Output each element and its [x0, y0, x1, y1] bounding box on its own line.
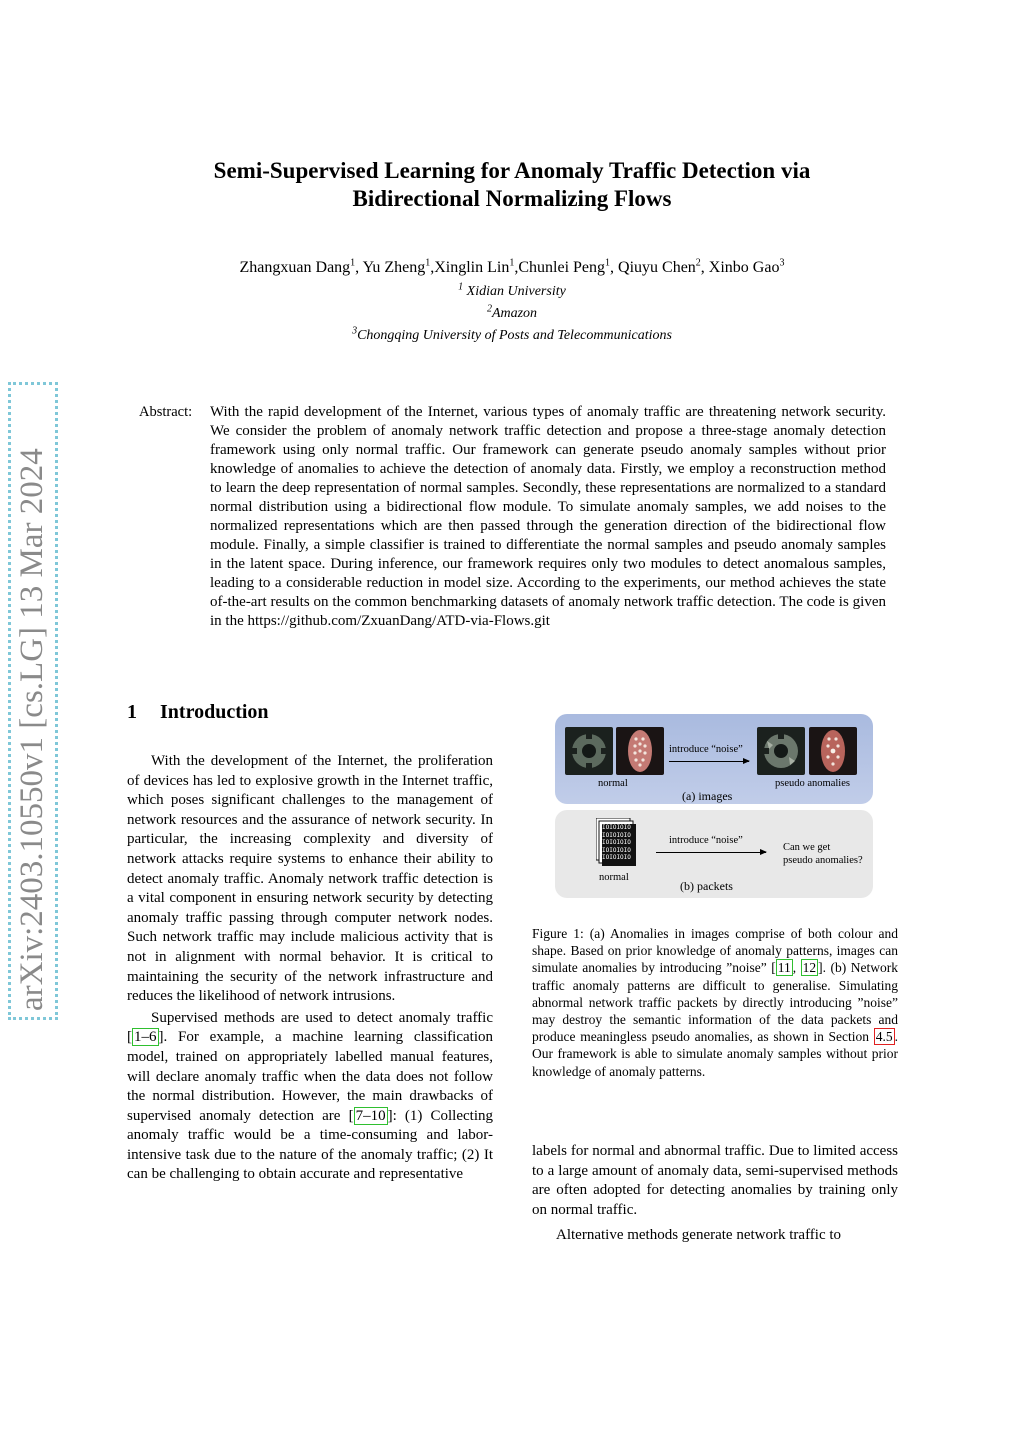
figure-caption: Figure 1: (a) Anomalies in images comprise of both colour and shape. Based on prior knowledge of anomaly patterns, images can simulate anomalies by introducing ”noise” [ 11 , 12 ]. (b) Network traffic anomaly patterns are difficult to generalise. Simulating abnormal network traffic packets by directly introducing ”noise” may destroy the semantic information of the data packets and produce meaningless pseudo anomalies, as shown in Section 4.5 . Our framework is able to simulate anomaly samples without prior knowledge of anomaly patterns.	[532, 926, 898, 1079]
author-list	[150, 258, 874, 278]
normal-label: normal	[598, 778, 628, 789]
author: Xinglin Lin$^1$,	[434, 257, 519, 276]
subfigure-a-caption: (a) images	[682, 789, 733, 803]
author: Yu Zheng$^1$,	[362, 257, 435, 276]
affiliation-3: $^3$Chongqing University of Posts and Telecommunications	[352, 325, 672, 343]
introduce-noise-label: introduce “noise”	[669, 744, 743, 755]
right-column	[532, 1142, 898, 1246]
citation-link[interactable]: 1–6	[134, 1029, 157, 1046]
pseudo-anomalies-label: pseudo anomalies	[775, 778, 850, 789]
affiliation-1: $^1$ Xidian University	[458, 281, 566, 299]
normal-capsule-thumbnail	[616, 727, 664, 775]
title-line-2: Bidirectional Normalizing Flows	[352, 186, 672, 211]
arxiv-stamp[interactable]: arXiv:2403.10550v1 [cs.LG] 13 Mar 2024	[8, 382, 58, 1020]
affiliation-2: $^2$Amazon	[486, 303, 538, 321]
citation-link[interactable]: 12	[802, 960, 817, 976]
citation-link[interactable]: 7–10	[355, 1107, 386, 1124]
section-link[interactable]: 4.5	[875, 1029, 893, 1045]
introduce-noise-label: introduce “noise”	[669, 835, 743, 846]
paragraph: Supervised methods are used to detect anomaly traffic [ 1–6 ]. For example, a machine learning classification model, trained on appropriately labelled manual features, will declare anomaly traffic when the data does not follow the normal distribution. However, the main drawbacks of supervised anomaly detection are [ 7–10 ]: (1) Collecting anomaly traffic would be a time-consuming and labor-intensive task due to the nature of the anomaly traffic; (2) It can be challenging to obtain accurate and representative	[127, 1009, 493, 1183]
arrow-right-icon	[656, 852, 766, 853]
normal-packets-label: normal	[599, 872, 629, 883]
packet-bits: IOIOIOIO IOIOIOIO IOIOIOIO IOIOIOIO IOIOIOIO	[602, 824, 631, 861]
author: Qiuyu Chen$^2$,	[618, 257, 709, 276]
paragraph: With the development of the Internet, the proliferation of devices has led to explosive growth in the Internet traffic, which poses significant challenges to the management of network resources and the assurance of network security. In particular, the increasing complexity and diversity of network attacks require systems to enhance their ability to detect anomaly traffic. Anomaly network traffic detection is a vital component in ensuring network security by detecting anomaly traffic passing through computer network nodes. Such network traffic may include malicious activity that is not in alignment with normal behavior. It is critical to maintaining the security of the network infrastructure and reduces the likelihood of network intrusions.	[127, 753, 493, 1005]
paragraph: labels for normal and abnormal traffic. Due to limited access to a large amount of anomaly data, semi-supervised methods are often adopted for detecting anomalies by training only on normal traffic.	[532, 1143, 898, 1218]
abstract-text: With the rapid development of the Internet, various types of anomaly traffic are threatening network security. We consider the problem of anomaly network traffic detection and propose a three-stage anomaly detection framework using only normal traffic. Our framework can generate pseudo anomaly samples without prior knowledge of anomalies to achieve the detection of anomaly data. Firstly, we employ a reconstruction method to learn the deep representation of normal samples. Secondly, these representations are normalized to a standard normal distribution using a bidirectional flow module. To simulate anomaly samples, we add noises to the normalized representations which are then passed through the generation direction of the bidirectional flow module. Finally, a simple classifier is trained to differentiate the normal samples and pseudo anomaly samples in the latent space. During inference, our framework requires only two modules to detect anomalous samples, leading to a considerable reduction in model size. According to the experiments, our method achieves the state of-the-art results on the common benchmarking datasets of anomaly network traffic detection. The code is given in the https://github.com/ZxuanDang/ATD-via-Flows.git	[210, 404, 886, 629]
section-title: Introduction	[160, 701, 269, 723]
title-line-1: Semi-Supervised Learning for Anomaly Traffic Detection via	[213, 158, 811, 183]
subfigure-b-caption: (b) packets	[680, 879, 733, 893]
paragraph: Alternative methods generate network traffic to	[556, 1227, 842, 1244]
paper-title	[150, 157, 874, 213]
abstract-label: Abstract:	[139, 404, 193, 420]
left-column	[127, 752, 493, 1185]
section-heading	[127, 701, 269, 724]
author: Chunlei Peng$^1$,	[518, 257, 619, 276]
question-label: Can we get pseudo anomalies?	[783, 842, 863, 866]
author: Zhangxuan Dang$^1$,	[239, 257, 363, 276]
pseudo-anomaly-capsule-thumbnail	[809, 727, 857, 775]
pseudo-anomaly-image-thumbnail	[757, 727, 805, 775]
normal-image-thumbnail	[565, 727, 613, 775]
arrow-right-icon	[669, 761, 749, 762]
section-number: 1	[127, 701, 137, 723]
author: Xinbo Gao$^3$	[708, 257, 785, 276]
citation-link[interactable]: 11	[777, 960, 791, 976]
